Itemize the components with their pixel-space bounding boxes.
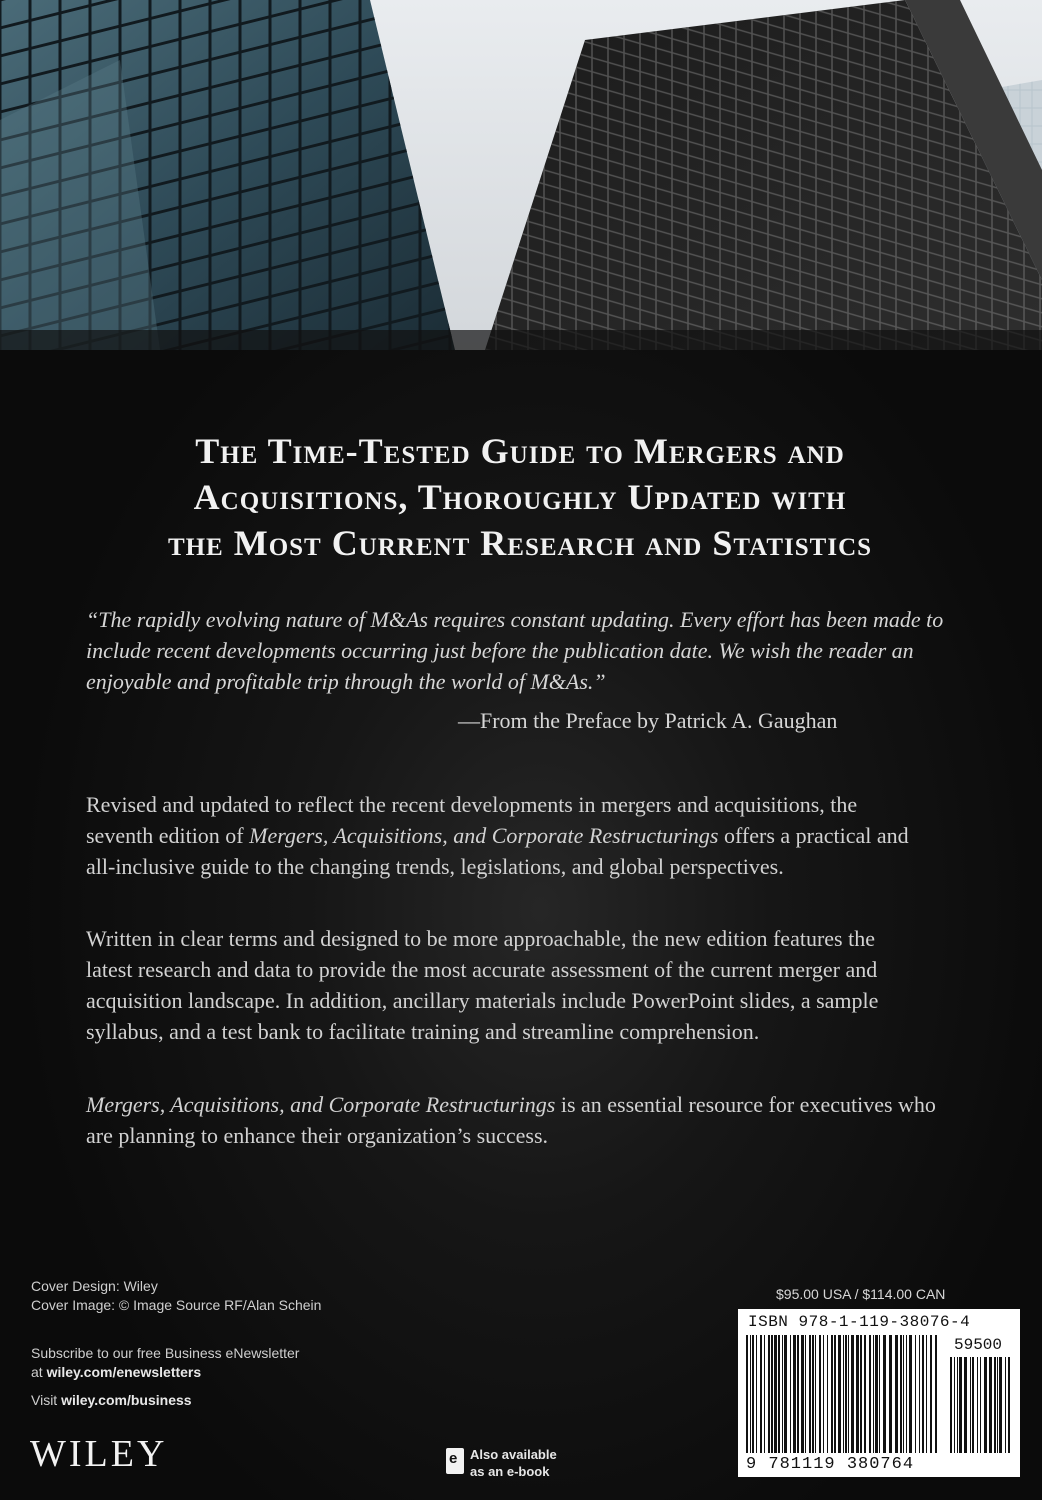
barcode-bar	[980, 1357, 981, 1453]
barcode-bar	[999, 1357, 1002, 1453]
quote-line: “The rapidly evolving nature of M&As requires constant updating. Every effort has been made to	[86, 607, 944, 632]
paragraph-line: latest research and data to provide the most accurate assessment of the current merger and	[86, 957, 878, 982]
barcode-bar	[845, 1335, 847, 1453]
barcode-bar	[954, 1357, 955, 1453]
barcode-bar	[900, 1335, 902, 1453]
barcode-bar	[750, 1335, 751, 1453]
price: $95.00 USA / $114.00 CAN	[776, 1286, 946, 1302]
barcode-bar	[964, 1357, 967, 1453]
barcode-bar	[883, 1335, 886, 1453]
barcode-bar	[997, 1357, 998, 1453]
quote-attribution: —From the Preface by Patrick A. Gaughan	[458, 708, 838, 733]
paragraph-line: Written in clear terms and designed to be more approachable, the new edition features the	[86, 926, 875, 951]
quote-line: include recent developments occurring just before the publication date. We wish the reader an	[86, 638, 914, 663]
barcode-bar	[805, 1335, 806, 1453]
barcode-bar	[970, 1357, 971, 1453]
newsletter-promo	[31, 1344, 299, 1382]
barcode-bar	[746, 1335, 748, 1453]
barcode-bar	[809, 1335, 811, 1453]
barcode-bar	[752, 1335, 754, 1453]
cover-design-credit: Cover Design: Wiley	[31, 1278, 158, 1294]
barcode-bar	[1005, 1357, 1006, 1453]
paragraph-line: are planning to enhance their organization’s success.	[86, 1123, 549, 1148]
barcode-bars	[746, 1335, 942, 1453]
barcode-bar	[950, 1357, 952, 1453]
paragraph-line: Revised and updated to reflect the recent developments in mergers and acquisitions, the	[86, 792, 858, 817]
barcode-bar	[926, 1335, 927, 1453]
barcode-bar	[774, 1335, 777, 1453]
barcode-bar	[989, 1357, 992, 1453]
text-run: is an essential resource for executives who	[555, 1092, 936, 1117]
barcode-bar	[848, 1335, 849, 1453]
barcode-bar	[889, 1335, 892, 1453]
barcode-bar	[869, 1335, 871, 1453]
ebook-icon	[446, 1448, 464, 1474]
wiley-logo: WILEY	[30, 1433, 168, 1475]
barcode-bar	[831, 1335, 833, 1453]
quote-line: enjoyable and profitable trip through the world of M&As.”	[86, 669, 606, 694]
barcode-bar	[860, 1335, 862, 1453]
barcode-bar	[764, 1335, 765, 1453]
barcode-bar	[919, 1335, 920, 1453]
barcode-bar	[784, 1335, 787, 1453]
barcode-bar	[915, 1335, 916, 1453]
barcode-bar	[778, 1335, 780, 1453]
barcode-bar	[873, 1335, 874, 1453]
cover-credits	[31, 1277, 321, 1315]
barcode-bar	[1008, 1357, 1010, 1453]
paragraph-line: syllabus, and a test bank to facilitate training and streamline comprehension.	[86, 1019, 760, 1044]
barcode-bar	[760, 1335, 762, 1453]
newsletter-url-line	[31, 1363, 299, 1382]
barcode-bar	[782, 1335, 783, 1453]
preface-quote	[86, 604, 966, 697]
barcode-bar	[972, 1357, 974, 1453]
barcode-bar	[834, 1335, 836, 1453]
cover-image-credit: Cover Image: © Image Source RF/Alan Schein	[31, 1297, 322, 1313]
isbn-number: ISBN 978-1-119-38076-4	[748, 1313, 971, 1331]
barcode-bar	[801, 1335, 804, 1453]
text-run: seventh edition of	[86, 823, 250, 848]
headline-line: Acquisitions, Thoroughly Updated with	[193, 477, 847, 517]
newsletter-text: Subscribe to our free Business eNewsletter	[31, 1345, 300, 1361]
text-run: at	[31, 1364, 47, 1380]
barcode-bar	[823, 1335, 824, 1453]
barcode-bar	[790, 1335, 791, 1453]
barcode-bar	[771, 1335, 773, 1453]
barcode-bar	[875, 1335, 878, 1453]
book-title: Mergers, Acquisitions, and Corporate Restructurings	[86, 1092, 556, 1117]
headline-line: the Most Current Research and Statistics	[167, 523, 873, 563]
barcode-bar	[895, 1335, 898, 1453]
barcode-bar	[756, 1335, 757, 1453]
paragraph-line: all-inclusive guide to the changing trends, legislations, and global perspectives.	[86, 854, 784, 879]
barcode-bar	[843, 1335, 844, 1453]
barcode-bar	[909, 1335, 912, 1453]
paragraph-line	[86, 820, 966, 851]
barcode-bar	[903, 1335, 904, 1453]
addon-barcode-bars	[950, 1357, 1012, 1453]
barcode-bar	[827, 1335, 828, 1453]
barcode-bar	[819, 1335, 821, 1453]
skyscraper-photo	[0, 0, 1042, 350]
description-paragraph-1	[86, 789, 966, 882]
barcode-bar	[977, 1357, 978, 1453]
barcode-bar	[768, 1335, 770, 1453]
ebook-notice	[470, 1446, 557, 1480]
visit-line	[31, 1391, 192, 1410]
barcode-bar	[922, 1335, 924, 1453]
barcode-bar	[856, 1335, 859, 1453]
headline	[60, 428, 980, 566]
barcode	[738, 1309, 1020, 1477]
barcode-bar	[812, 1335, 814, 1453]
barcode-bar	[838, 1335, 841, 1453]
barcode-bar	[935, 1335, 937, 1453]
ebook-line: as an e-book	[470, 1464, 550, 1479]
newsletter-link[interactable]: wiley.com/enewsletters	[46, 1364, 202, 1380]
ean-number: 9 781119 380764	[746, 1455, 915, 1474]
barcode-bar	[959, 1357, 962, 1453]
barcode-bar	[906, 1335, 907, 1453]
description-paragraph-2	[86, 923, 966, 1047]
barcode-bar	[930, 1335, 932, 1453]
barcode-bar	[864, 1335, 866, 1453]
business-link[interactable]: wiley.com/business	[61, 1392, 192, 1408]
description-paragraph-3	[86, 1089, 966, 1151]
barcode-bar	[797, 1335, 799, 1453]
book-title: Mergers, Acquisitions, and Corporate Restructurings	[249, 823, 719, 848]
headline-line: The Time-Tested Guide to Mergers and	[195, 431, 845, 471]
barcode-bar	[994, 1357, 996, 1453]
barcode-bar	[815, 1335, 816, 1453]
text-run: Visit	[31, 1392, 62, 1408]
ebook-line: Also available	[470, 1447, 557, 1462]
paragraph-line	[86, 1089, 966, 1120]
barcode-bar	[957, 1357, 958, 1453]
barcode-bar	[793, 1335, 796, 1453]
barcode-bar	[984, 1357, 987, 1453]
barcode-bar	[851, 1335, 854, 1453]
paragraph-line: acquisition landscape. In addition, ancillary materials include PowerPoint slides, a sample	[86, 988, 879, 1013]
price-code: 59500	[954, 1336, 1003, 1354]
text-run: offers a practical and	[718, 823, 909, 848]
barcode-bar	[879, 1335, 880, 1453]
